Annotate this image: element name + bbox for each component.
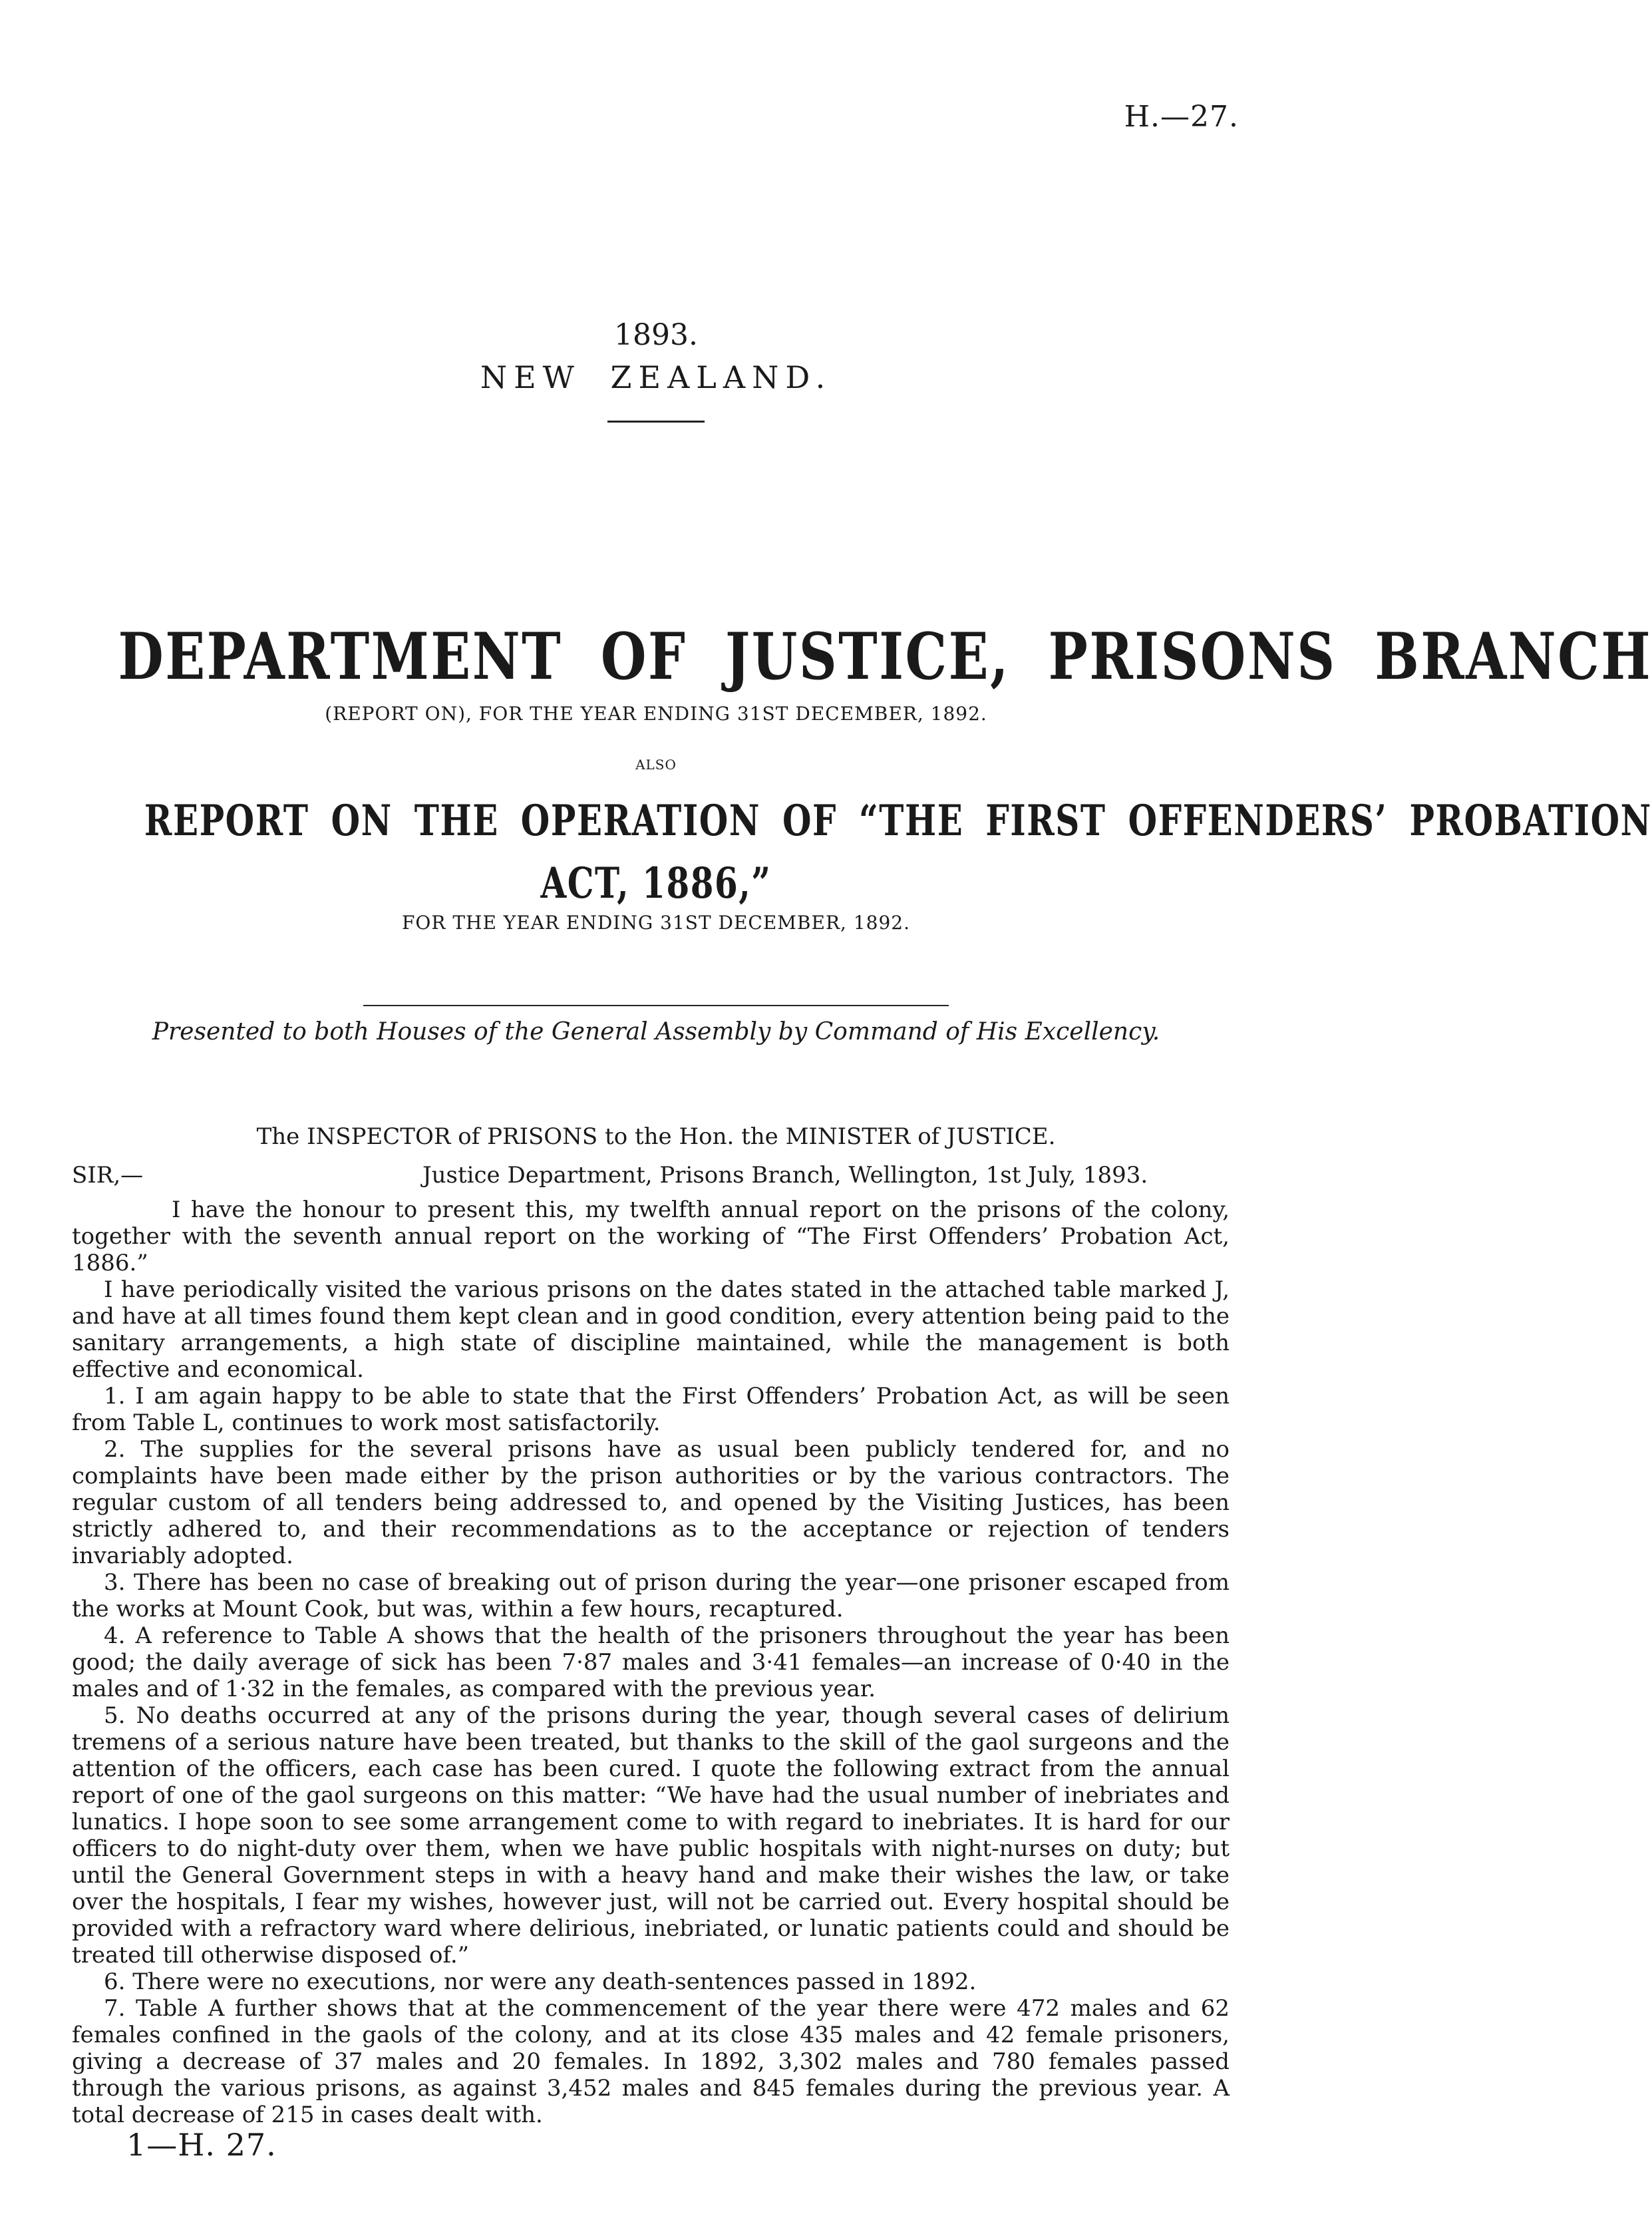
- presented-divider: [363, 1005, 949, 1006]
- department-title: DEPARTMENT OF JUSTICE, PRISONS BRANCH: [118, 619, 1652, 694]
- paragraph: I have periodically visited the various prisons on the dates stated in the attached table marked J, and have at all times found them kept clean and in good condition, every attention being paid to the sanitary arrangements, a high state of discipline maintained, while the management is both effective and economical.: [72, 1276, 1230, 1383]
- report-title-continued: ACT, 1886,”: [540, 858, 772, 908]
- paragraph: 7. Table A further shows that at the commencement of the year there were 472 males and 62 females confined in the gaols of the colony, and at its close 435 males and 42 female prisoners, giving a decrease of 37 males and 20 females. In 1892, 3,302 males and 780 females passed through the various prisons, as against 3,452 males and 845 females during the previous year. A total decrease of 215 in cases dealt with.: [72, 1995, 1230, 2128]
- report-title: REPORT ON THE OPERATION OF “THE FIRST OFFENDERS’ PROBATION: [144, 796, 1652, 846]
- paragraph: 3. There has been no case of breaking out of prison during the year—one prisoner escaped from the works at Mount Cook, but was, within a few hours, recaptured.: [72, 1569, 1230, 1622]
- paragraph: 4. A reference to Table A shows that the health of the prisoners throughout the year has been good; the daily average of sick has been 7·87 males and 3·41 females—an increase of 0·40 in the males and of 1·32 in the females, as compared with the previous year.: [72, 1622, 1230, 1702]
- department-subtitle: (REPORT ON), FOR THE YEAR ENDING 31ST DECEMBER, 1892.: [325, 703, 987, 725]
- presented-note: Presented to both Houses of the General Assembly by Command of His Excellency.: [152, 1018, 1160, 1045]
- letter-salutation: SIR,—: [72, 1162, 144, 1189]
- paragraph: 5. No deaths occurred at any of the prisons during the year, though several cases of delirium tremens of a serious nature have been treated, but thanks to the skill of the gaol surgeons and the attention of the officers, each case has been cured. I quote the following extract from the annual report of one of the gaol surgeons on this matter: “We have had the usual number of inebriates and lunatics. I hope soon to see some arrangement come to with regard to inebriates. It is hard for our officers to do night-duty over them, when we have public hospitals with night-nurses on duty; but until the General Government steps in with a heavy hand and make their wishes the law, or take over the hospitals, I fear my wishes, however just, will not be carried out. Every hospital should be provided with a refractory ward where delirious, inebriated, or lunatic patients could and should be treated till otherwise disposed of.”: [72, 1702, 1230, 1968]
- paragraph: 6. There were no executions, nor were any death-sentences passed in 1892.: [104, 1968, 977, 1995]
- report-year: 1893.: [614, 318, 698, 352]
- report-subtitle: FOR THE YEAR ENDING 31ST DECEMBER, 1892.: [401, 912, 910, 934]
- country-title: NEW ZEALAND.: [480, 359, 832, 395]
- also-label: ALSO: [635, 757, 677, 773]
- letter-heading: The INSPECTOR of PRISONS to the Hon. the MINISTER of JUSTICE.: [256, 1123, 1056, 1150]
- page-number: 1—H. 27.: [126, 2127, 277, 2163]
- letter-body: [72, 1197, 1230, 2128]
- paragraph: I have the honour to present this, my twelfth annual report on the prisons of the colony, together with the seventh annual report on the working of “The First Offenders’ Probation Act, 1886.”: [72, 1197, 1230, 1276]
- paragraph: 1. I am again happy to be able to state that the First Offenders’ Probation Act, as will be seen from Table L, continues to work most satisfactorily.: [72, 1383, 1230, 1436]
- page-reference: H.—27.: [1124, 100, 1239, 134]
- paragraph: 2. The supplies for the several prisons have as usual been publicly tendered for, and no complaints have been made either by the prison authorities or by the various contractors. The regular custom of all tenders being addressed to, and opened by the Visiting Justices, has been strictly adhered to, and their recommendations as to the acceptance or rejection of tenders invariably adopted.: [72, 1436, 1230, 1569]
- letter-address: Justice Department, Prisons Branch, Wellington, 1st July, 1893.: [422, 1162, 1148, 1189]
- title-divider: [607, 421, 705, 423]
